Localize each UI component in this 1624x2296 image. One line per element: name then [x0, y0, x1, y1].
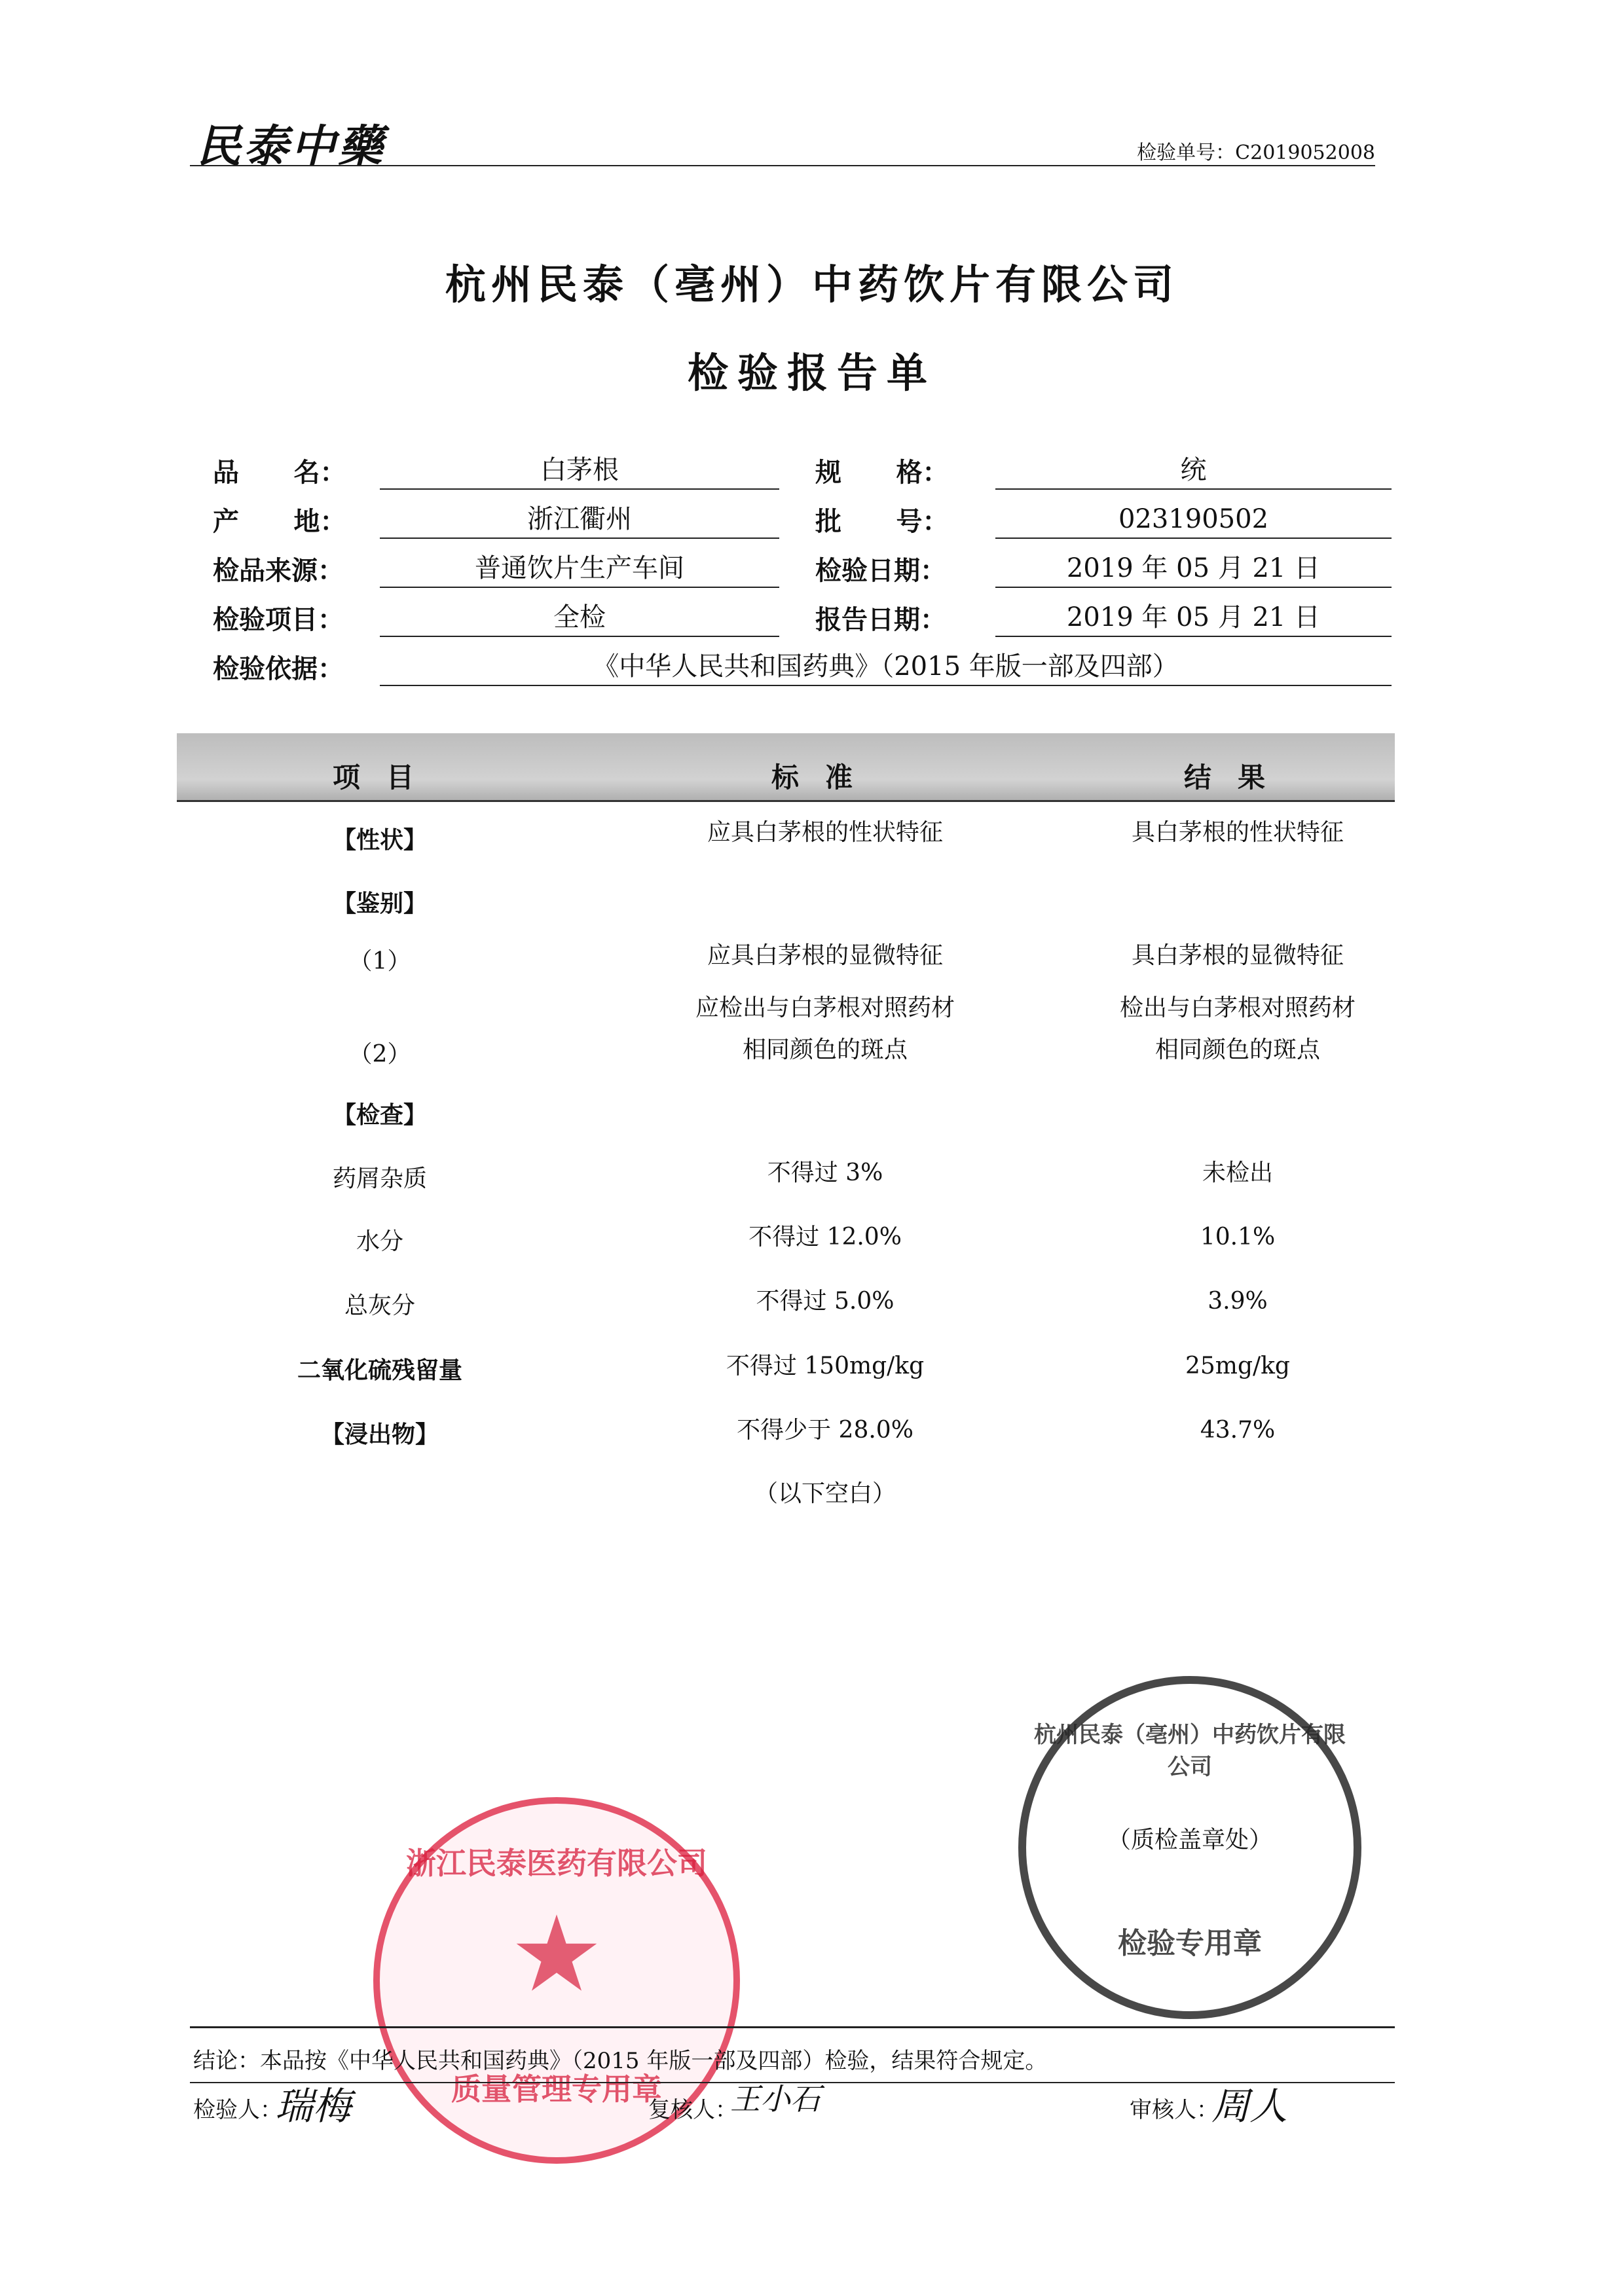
company-logo: 民泰中藥 [196, 120, 386, 173]
report-number: 检验单号：C2019052008 [1137, 141, 1375, 164]
name-value: 白茅根 [380, 452, 779, 490]
gray-inspection-seal [1018, 1676, 1361, 2019]
row-result-character: 具白茅根的性状特征 [1131, 819, 1344, 846]
row-standard-impurity: 不得过 3% [767, 1159, 883, 1186]
test-date-value: 2019 年 05 月 21 日 [995, 550, 1392, 588]
column-header-item: 项目 [332, 761, 440, 793]
row-item-character: 【性状】 [332, 827, 427, 854]
row-standard-so2: 不得过 150mg/kg [726, 1353, 925, 1379]
origin-value: 浙江衢州 [380, 501, 779, 539]
row-result-moisture: 10.1% [1200, 1224, 1276, 1250]
conclusion-top-rule [190, 2026, 1395, 2028]
conclusion-text: 结论：本品按《中华人民共和国药典》（2015 年版一部及四部）检验，结果符合规定。 [193, 2048, 1048, 2074]
row-result-so2: 25mg/kg [1185, 1353, 1290, 1379]
column-header-standard: 标准 [771, 761, 879, 793]
document-title: 检验报告单 [687, 349, 936, 397]
gray-seal-top-text: 杭州民泰（亳州）中药饮片有限公司 [1034, 1722, 1346, 1780]
seal-star-icon: ★ [509, 1893, 604, 2015]
row-standard-ident-2-line1: 应检出与白茅根对照药材 [695, 994, 955, 1021]
basis-value: 《中华人民共和国药典》（2015 年版一部及四部） [380, 648, 1392, 686]
approver-label: 审核人： [1130, 2097, 1219, 2123]
gray-seal-bottom-text: 检验专用章 [1118, 1927, 1262, 1960]
row-item-impurity: 药屑杂质 [332, 1165, 427, 1192]
row-item-ident-2: （2） [348, 1041, 411, 1068]
row-standard-character: 应具白茅根的性状特征 [707, 819, 943, 846]
report-date-label: 报告日期： [815, 605, 946, 635]
approver-signature: 周人 [1211, 2084, 1288, 2128]
item-value: 全检 [380, 599, 779, 637]
batch-value: 023190502 [995, 501, 1392, 539]
row-item-so2: 二氧化硫残留量 [297, 1357, 462, 1384]
header-divider [190, 165, 1375, 166]
red-seal-top-text: 浙江民泰医药有限公司 [406, 1846, 707, 1881]
row-standard-moisture: 不得过 12.0% [748, 1224, 902, 1250]
source-label: 检品来源： [213, 556, 344, 586]
row-item-inspection: 【检查】 [332, 1102, 427, 1129]
batch-label: 批 号： [815, 507, 949, 537]
spec-value: 统 [995, 452, 1392, 490]
origin-label: 产 地： [213, 507, 346, 537]
row-item-ident-1: （1） [348, 948, 411, 975]
red-seal-bottom-text: 质量管理专用章 [451, 2071, 662, 2107]
row-result-ident-2-line2: 相同颜色的斑点 [1154, 1036, 1320, 1063]
source-value: 普通饮片生产车间 [380, 550, 779, 588]
reviewer-label: 复核人： [648, 2097, 737, 2123]
row-standard-ident-2-line2: 相同颜色的斑点 [742, 1036, 908, 1063]
column-header-result: 结果 [1183, 761, 1291, 793]
row-result-ident-2-line1: 检出与白茅根对照药材 [1119, 994, 1356, 1021]
row-item-extract: 【浸出物】 [320, 1421, 439, 1448]
row-item-moisture: 水分 [356, 1228, 403, 1255]
item-label: 检验项目： [213, 605, 344, 635]
inspector-label: 检验人： [193, 2097, 282, 2123]
reviewer-signature: 王小石 [730, 2081, 821, 2117]
name-label: 品 名： [213, 458, 346, 488]
inspector-signature: 瑞梅 [275, 2084, 352, 2128]
row-standard-extract: 不得少于 28.0% [737, 1417, 913, 1444]
row-result-ident-1: 具白茅根的显微特征 [1131, 942, 1344, 969]
spec-label: 规 格： [815, 458, 949, 488]
row-item-ash: 总灰分 [344, 1292, 415, 1319]
row-standard-ident-1: 应具白茅根的显微特征 [707, 942, 943, 969]
company-name: 杭州民泰（亳州）中药饮片有限公司 [445, 261, 1179, 308]
row-result-extract: 43.7% [1200, 1417, 1276, 1444]
basis-label: 检验依据： [213, 654, 344, 684]
row-item-identification: 【鉴别】 [332, 890, 427, 917]
gray-seal-mid-text: （质检盖章处） [1107, 1827, 1272, 1853]
row-result-impurity: 未检出 [1202, 1159, 1273, 1186]
row-result-ash: 3.9% [1208, 1288, 1268, 1315]
test-date-label: 检验日期： [815, 556, 946, 586]
blank-note: （以下空白） [754, 1480, 896, 1507]
row-standard-ash: 不得过 5.0% [756, 1288, 895, 1315]
report-date-value: 2019 年 05 月 21 日 [995, 599, 1392, 637]
